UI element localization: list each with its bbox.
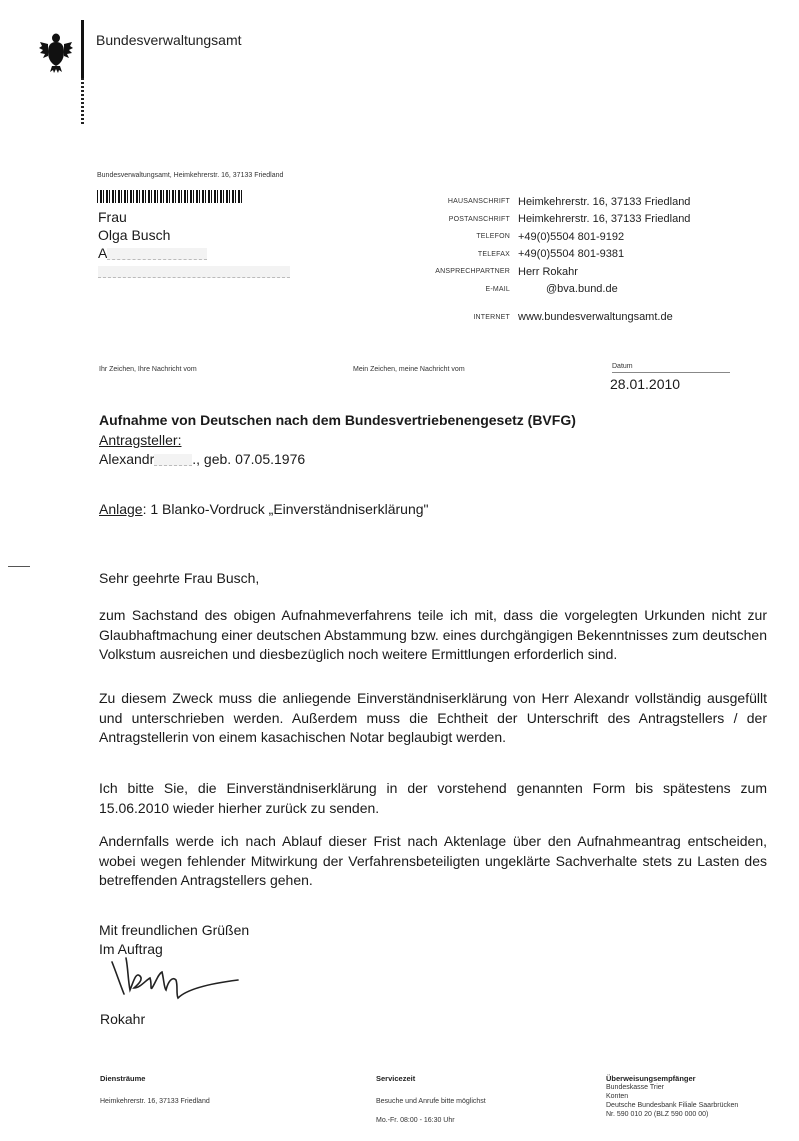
sender-line: Bundesverwaltungsamt, Heimkehrerstr. 16, 37133 Friedland [97,172,284,179]
applicant-details [99,451,305,467]
contact-email-value: @bva.bund.de [546,283,618,296]
contact-value: Heimkehrerstr. 16, 37133 Friedland [518,195,691,208]
contact-row-postal [400,211,700,229]
footer-text: Nr. 590 010 20 (BLZ 590 000 00) [606,1111,709,1118]
contact-value: www.bundesverwaltungsamt.de [518,311,673,323]
contact-label: HAUSANSCHRIFT [447,198,510,206]
contact-row-person [400,263,700,281]
footer-title: Servicezeit [376,1074,416,1083]
federal-eagle-icon [38,30,74,74]
footer-text: Deutsche Bundesbank Filiale Saarbrücken [606,1102,739,1109]
recipient-name: Olga Busch [98,227,171,243]
contact-block [400,193,700,298]
letterhead-dashed-bar [81,78,84,126]
recipient-address [98,208,290,280]
footer-text: Heimkehrerstr. 16, 37133 Friedland [100,1098,210,1105]
attachment-line [99,501,428,517]
contact-value: +49(0)5504 801-9192 [518,230,625,243]
organization-name: Bundesverwaltungsamt [96,32,242,48]
contact-row-fax [400,246,700,264]
signatory-name: Rokahr [100,1011,146,1027]
footer-text: Konten [606,1093,629,1100]
contact-label: POSTANSCHRIFT [448,215,510,223]
attachment-text: : 1 Blanko-Vordruck „Einverständniserklärung" [142,501,429,517]
fold-mark [8,566,30,567]
recipient-salutation: Frau [98,209,127,225]
recipient-street [98,244,290,262]
date-underline [612,372,730,373]
handwritten-signature [106,950,246,1012]
closing-on-behalf: Im Auftrag [99,941,163,957]
recipient-street-visible: A [98,245,108,261]
redacted-text [98,266,290,278]
contact-label: TELEFAX [477,250,510,258]
contact-label: INTERNET [473,313,510,321]
my-reference-label: Mein Zeichen, meine Nachricht vom [353,366,465,373]
redacted-text [154,454,192,466]
contact-value: Herr Rokahr [518,265,578,278]
footer-transfer [606,1074,738,1119]
footer-service [376,1074,486,1125]
letter-date: 28.01.2010 [610,376,681,392]
subject-line: Aufnahme von Deutschen nach dem Bundesvertriebenengesetz (BVFG) [99,412,576,428]
contact-row-phone [400,228,700,246]
contact-row-street [400,193,700,211]
postal-barcode [97,190,242,203]
letter-salutation: Sehr geehrte Frau Busch, [99,570,260,586]
recipient-city [98,262,290,280]
footer-offices [100,1074,210,1106]
body-paragraph: Andernfalls werde ich nach Ablauf dieser Frist nach Aktenlage über den Aufnahmeantrag entscheiden, wobei wegen fehlender Mitwirkung der Verfahrensbeteiligten ungeklärte Sachverhalte stets zu Lasten des betreffenden Antragstellers gehen. [99,833,767,888]
redacted-text [107,248,207,260]
your-reference-label: Ihr Zeichen, Ihre Nachricht vom [99,366,197,373]
contact-value: Heimkehrerstr. 16, 37133 Friedland [518,213,691,226]
contact-row-email [400,281,700,299]
closing-greeting: Mit freundlichen Grüßen [99,922,250,938]
contact-row-internet [400,311,673,323]
date-label: Datum [612,363,633,370]
body-paragraph: Ich bitte Sie, die Einverständniserklärung in der vorstehend genannten Form bis spätestens zum 15.06.2010 wieder hierher zurück zu senden. [99,780,767,816]
contact-label: E-MAIL [485,285,510,293]
applicant-name: Alexandr [99,451,155,467]
footer-text: Bundeskasse Trier [606,1084,664,1091]
attachment-label: Anlage [99,501,143,517]
contact-value: +49(0)5504 801-9381 [518,248,625,261]
body-paragraph: Zu diesem Zweck muss die anliegende Einverständniserklärung von Herr Alexandr vollständig ausgefüllt und unterschrieben werden. Außerdem muss die Echtheit der Unterschrift des Antragstellers / der Antragstellerin von einem kasachischen Notar beglaubigt werden. [99,690,767,745]
body-paragraph: zum Sachstand des obigen Aufnahmeverfahrens teile ich mit, dass die vorgelegten Urkunden nicht zur Glaubhaftmachung einer deutschen Abstammung bzw. eines durchgängigen Bekenntnisses zum deutschen Volkstum ausreichen und diesbezüglich noch weitere Ermittlungen erforderlich sind. [99,607,767,662]
contact-label: TELEFON [476,233,510,241]
applicant-birth: ., geb. 07.05.1976 [192,451,306,467]
contact-label: ANSPRECHPARTNER [435,268,510,276]
footer-text: Besuche und Anrufe bitte möglichst [376,1098,486,1105]
footer-title: Diensträume [100,1074,146,1083]
footer-title: Überweisungsempfänger [606,1074,696,1083]
letterhead-bar [81,20,84,78]
applicant-label: Antragsteller: [99,432,182,448]
footer-text: Mo.-Fr. 08:00 - 16:30 Uhr [376,1117,455,1124]
